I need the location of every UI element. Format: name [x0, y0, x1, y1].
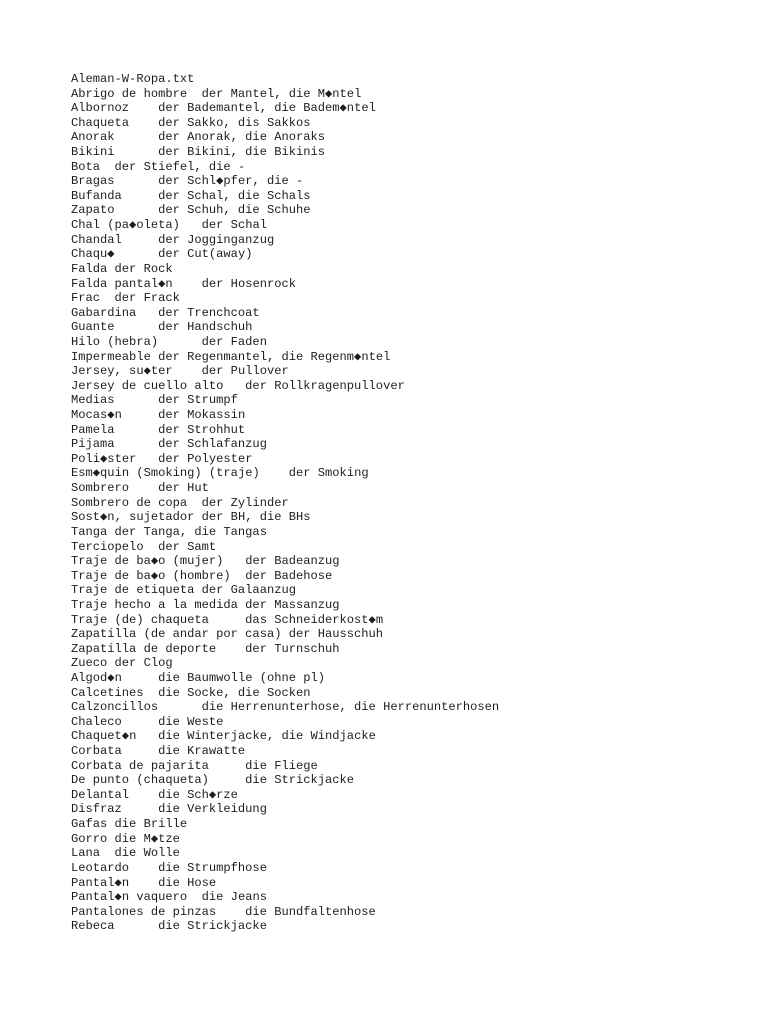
document-lines [71, 87, 761, 934]
text-line: Gorro die M◆tze [71, 831, 180, 846]
text-line: Pantal◆n vaquero die Jeans [71, 890, 267, 905]
text-line: Calzoncillos die Herrenunterhose, die Herrenunterhosen [71, 700, 500, 715]
text-line: Hilo (hebra) der Faden [71, 334, 267, 349]
text-line: Bragas der Schl◆pfer, die - [71, 174, 304, 189]
text-line: Corbata die Krawatte [71, 744, 246, 759]
text-line: Abrigo de hombre der Mantel, die M◆ntel [71, 86, 362, 101]
text-line: Zapatilla (de andar por casa) der Hausschuh [71, 627, 384, 642]
text-line: Gabardina der Trenchcoat [71, 305, 260, 320]
text-line: Poli◆ster der Polyester [71, 451, 253, 466]
text-line: Sost◆n, sujetador der BH, die BHs [71, 510, 311, 525]
text-line: Mocas◆n der Mokassin [71, 408, 246, 423]
text-line: Jersey de cuello alto der Rollkragenpullover [71, 378, 405, 393]
text-line: Tanga der Tanga, die Tangas [71, 524, 267, 539]
text-line: Anorak der Anorak, die Anoraks [71, 130, 326, 145]
text-line: Lana die Wolle [71, 846, 180, 861]
text-line: Chandal der Jogginganzug [71, 232, 275, 247]
text-line: Impermeable der Regenmantel, die Regenm◆ntel [71, 349, 391, 364]
text-line: Traje de etiqueta der Galaanzug [71, 583, 296, 598]
text-line: Bota der Stiefel, die - [71, 159, 246, 174]
text-line: Zapato der Schuh, die Schuhe [71, 203, 311, 218]
text-line: Esm◆quin (Smoking) (traje) der Smoking [71, 466, 369, 481]
text-line: Pantal◆n die Hose [71, 875, 217, 890]
text-line: Traje de ba◆o (hombre) der Badehose [71, 568, 333, 583]
text-line: Falda der Rock [71, 261, 173, 276]
text-line: Traje (de) chaqueta das Schneiderkost◆m [71, 612, 384, 627]
text-line: Albornoz der Bademantel, die Badem◆ntel [71, 101, 376, 116]
text-line: Pijama der Schlafanzug [71, 437, 267, 452]
text-line: Pantalones de pinzas die Bundfaltenhose [71, 904, 376, 919]
text-line: Traje de ba◆o (mujer) der Badeanzug [71, 554, 340, 569]
text-line: Algod◆n die Baumwolle (ohne pl) [71, 670, 326, 685]
text-line: Jersey, su◆ter der Pullover [71, 364, 289, 379]
text-line: Sombrero de copa der Zylinder [71, 495, 289, 510]
text-line: Disfraz die Verkleidung [71, 802, 267, 817]
text-line: Bikini der Bikini, die Bikinis [71, 145, 326, 160]
text-line: Medias der Strumpf [71, 393, 238, 408]
text-line: Chaqu◆ der Cut(away) [71, 247, 253, 262]
text-line: Corbata de pajarita die Fliege [71, 758, 318, 773]
text-line: Falda pantal◆n der Hosenrock [71, 276, 297, 291]
text-line: Bufanda der Schal, die Schals [71, 188, 311, 203]
text-line: Terciopelo der Samt [71, 539, 217, 554]
text-line: Sombrero der Hut [71, 481, 209, 496]
text-line: Leotardo die Strumpfhose [71, 860, 267, 875]
text-line: Traje hecho a la medida der Massanzug [71, 597, 340, 612]
text-line: Zueco der Clog [71, 656, 173, 671]
text-line: Gafas die Brille [71, 817, 188, 832]
text-line: Chaleco die Weste [71, 714, 224, 729]
text-line: Chal (pa◆oleta) der Schal [71, 218, 267, 233]
text-line: Chaquet◆n die Winterjacke, die Windjacke [71, 729, 376, 744]
document-filename: Aleman-W-Ropa.txt [71, 72, 195, 86]
text-line: Delantal die Sch◆rze [71, 787, 238, 802]
text-document [71, 72, 761, 934]
text-line: Pamela der Strohhut [71, 422, 246, 437]
text-line: Rebeca die Strickjacke [71, 919, 267, 934]
text-line: Zapatilla de deporte der Turnschuh [71, 641, 340, 656]
text-line: De punto (chaqueta) die Strickjacke [71, 773, 355, 788]
text-line: Guante der Handschuh [71, 320, 253, 335]
text-line: Frac der Frack [71, 291, 180, 306]
text-line: Chaqueta der Sakko, dis Sakkos [71, 115, 311, 130]
text-line: Calcetines die Socke, die Socken [71, 685, 311, 700]
